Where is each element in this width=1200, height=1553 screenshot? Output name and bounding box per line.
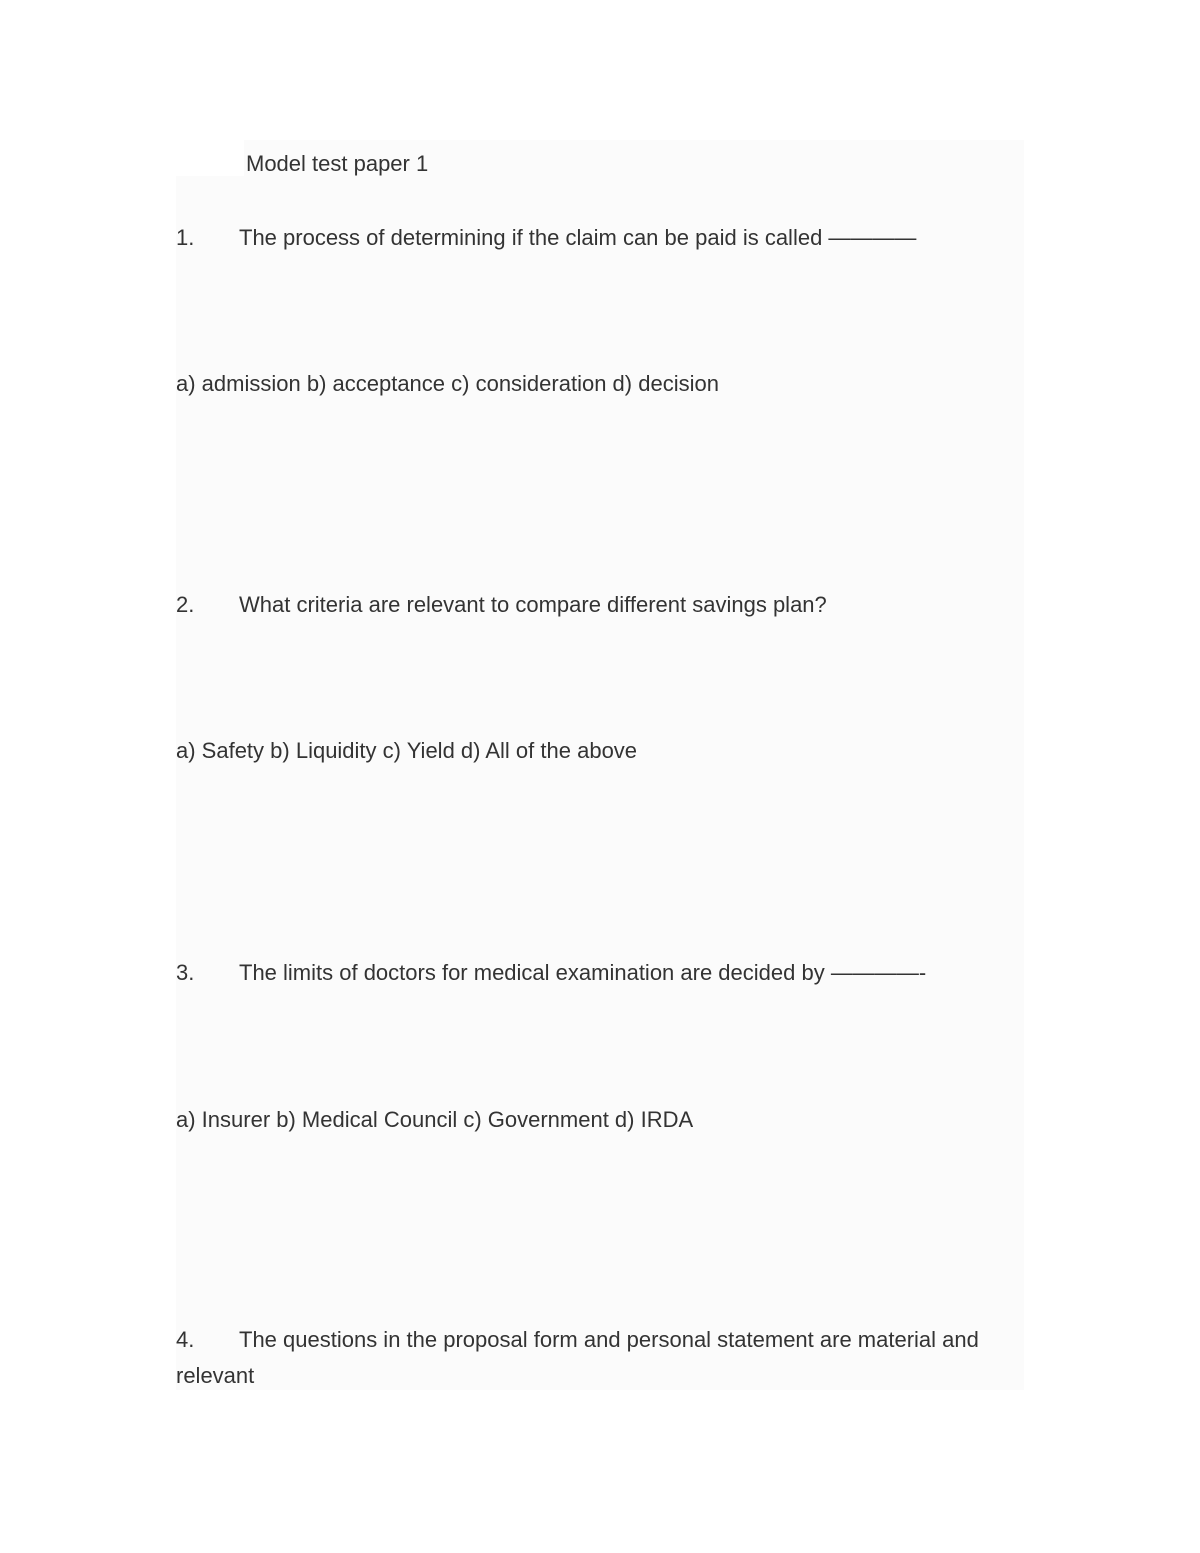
question-4-number: 4. (176, 1327, 195, 1352)
question-4-text: The questions in the proposal form and personal statement are material and relevant (176, 1327, 979, 1388)
content-background (176, 176, 1024, 1390)
question-1-options: a) admission b) acceptance c) consideration d) decision (176, 371, 719, 396)
question-3-options: a) Insurer b) Medical Council c) Government d) IRDA (176, 1107, 694, 1132)
question-2-number: 2. (176, 592, 195, 617)
question-2-options: a) Safety b) Liquidity c) Yield d) All of the above (176, 738, 638, 763)
question-3-text: The limits of doctors for medical examination are decided by ————- (239, 960, 927, 985)
question-1-text: The process of determining if the claim can be paid is called ———— (239, 225, 917, 250)
question-2-text: What criteria are relevant to compare different savings plan? (239, 592, 827, 617)
question-3-number: 3. (176, 960, 195, 985)
document-title: Model test paper 1 (246, 151, 429, 176)
question-1-number: 1. (176, 225, 195, 250)
